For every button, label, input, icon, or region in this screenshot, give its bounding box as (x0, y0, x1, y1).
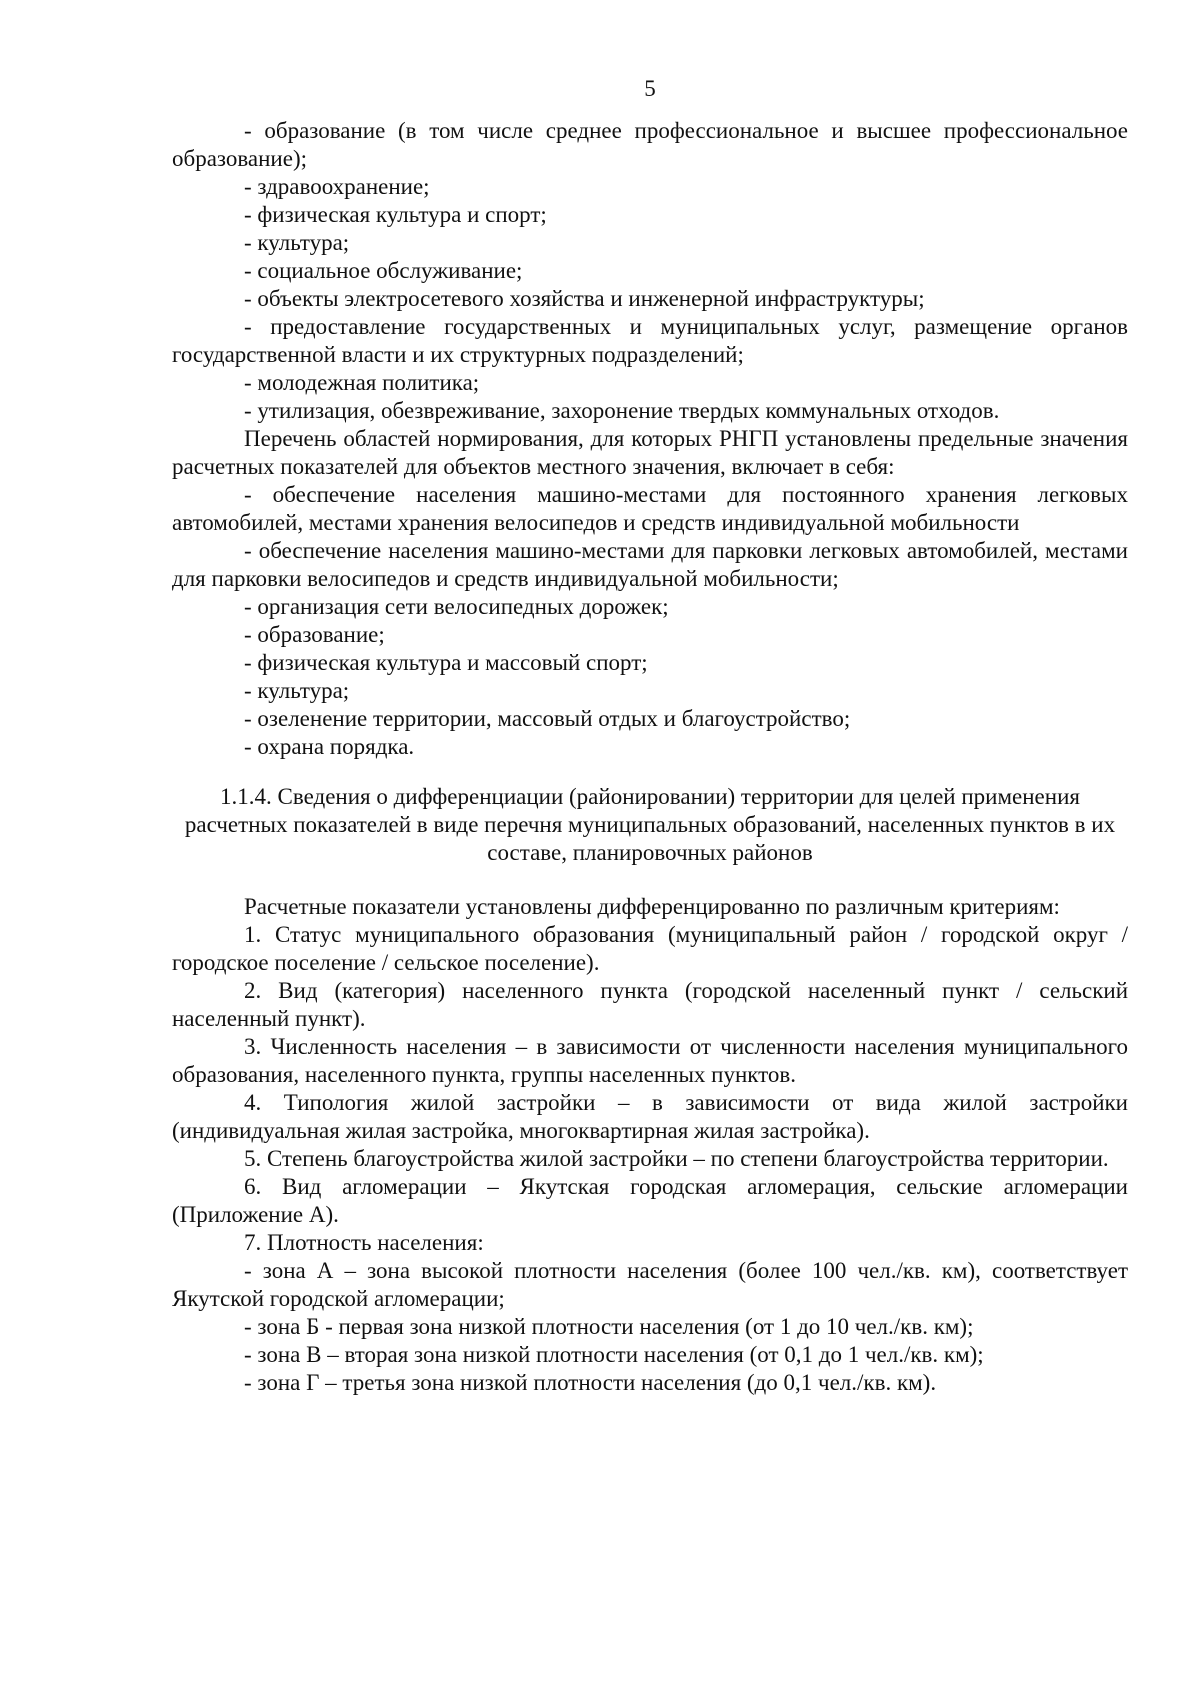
paragraph: - культура; (244, 230, 350, 255)
paragraph: - образование; (244, 622, 385, 647)
block-1 (172, 117, 1128, 761)
paragraph: Перечень областей нормирования, для которых РНГП установлены предельные значения расчетных показателей для объектов местного значения, включает в себя: (172, 426, 1128, 479)
paragraph: - зона В – вторая зона низкой плотности населения (от 0,1 до 1 чел./кв. км); (244, 1342, 984, 1367)
section-heading: 1.1.4. Сведения о дифференциации (районировании) территории для целей применения расчетных показателей в виде перечня муниципальных образований, населенных пунктов в их составе, планировочных районов (184, 784, 1116, 865)
paragraph: - социальное обслуживание; (244, 258, 523, 283)
paragraph: - озеленение территории, массовый отдых и благоустройство; (244, 706, 851, 731)
paragraph: - обеспечение населения машино-местами для парковки легковых автомобилей, местами для парковки велосипедов и средств индивидуальной мобильности; (172, 538, 1128, 591)
paragraph: - физическая культура и спорт; (244, 202, 547, 227)
paragraph: - обеспечение населения машино-местами для постоянного хранения легковых автомобилей, местами хранения велосипедов и средств индивидуальной мобильности (172, 482, 1128, 535)
paragraph: - молодежная политика; (244, 370, 480, 395)
paragraph: - физическая культура и массовый спорт; (244, 650, 648, 675)
paragraph: 4. Типология жилой застройки – в зависимости от вида жилой застройки (индивидуальная жилая застройка, многоквартирная жилая застройка). (172, 1090, 1128, 1143)
paragraph: 1. Статус муниципального образования (муниципальный район / городской округ / городское поселение / сельское поселение). (172, 922, 1128, 975)
page-number: 5 (644, 76, 656, 101)
paragraph: - образование (в том числе среднее профессиональное и высшее профессиональное образование); (172, 118, 1128, 171)
paragraph: - организация сети велосипедных дорожек; (244, 594, 669, 619)
paragraph: - охрана порядка. (244, 734, 415, 759)
paragraph: - здравоохранение; (244, 174, 430, 199)
block-2 (172, 893, 1128, 1397)
paragraph: 6. Вид агломерации – Якутская городская агломерация, сельские агломерации (Приложение А). (172, 1174, 1128, 1227)
paragraph: - утилизация, обезвреживание, захоронение твердых коммунальных отходов. (244, 398, 1000, 423)
paragraph: 2. Вид (категория) населенного пункта (городской населенный пункт / сельский населенный пункт). (172, 978, 1128, 1031)
paragraph: - объекты электросетевого хозяйства и инженерной инфраструктуры; (244, 286, 925, 311)
paragraph: - предоставление государственных и муниципальных услуг, размещение органов государственной власти и их структурных подразделений; (172, 314, 1128, 367)
paragraph: 5. Степень благоустройства жилой застройки – по степени благоустройства территории. (244, 1146, 1109, 1171)
paragraph: 7. Плотность населения: (244, 1230, 484, 1255)
paragraph: - зона Б - первая зона низкой плотности населения (от 1 до 10 чел./кв. км); (244, 1314, 974, 1339)
paragraph: - культура; (244, 678, 350, 703)
paragraph: 3. Численность населения – в зависимости от численности населения муниципального образования, населенного пункта, группы населенных пунктов. (172, 1034, 1128, 1087)
paragraph: Расчетные показатели установлены дифференцированно по различным критериям: (244, 894, 1060, 919)
paragraph: - зона Г – третья зона низкой плотности населения (до 0,1 чел./кв. км). (244, 1370, 937, 1395)
paragraph: - зона А – зона высокой плотности населения (более 100 чел./кв. км), соответствует Якутской городской агломерации; (172, 1258, 1128, 1311)
